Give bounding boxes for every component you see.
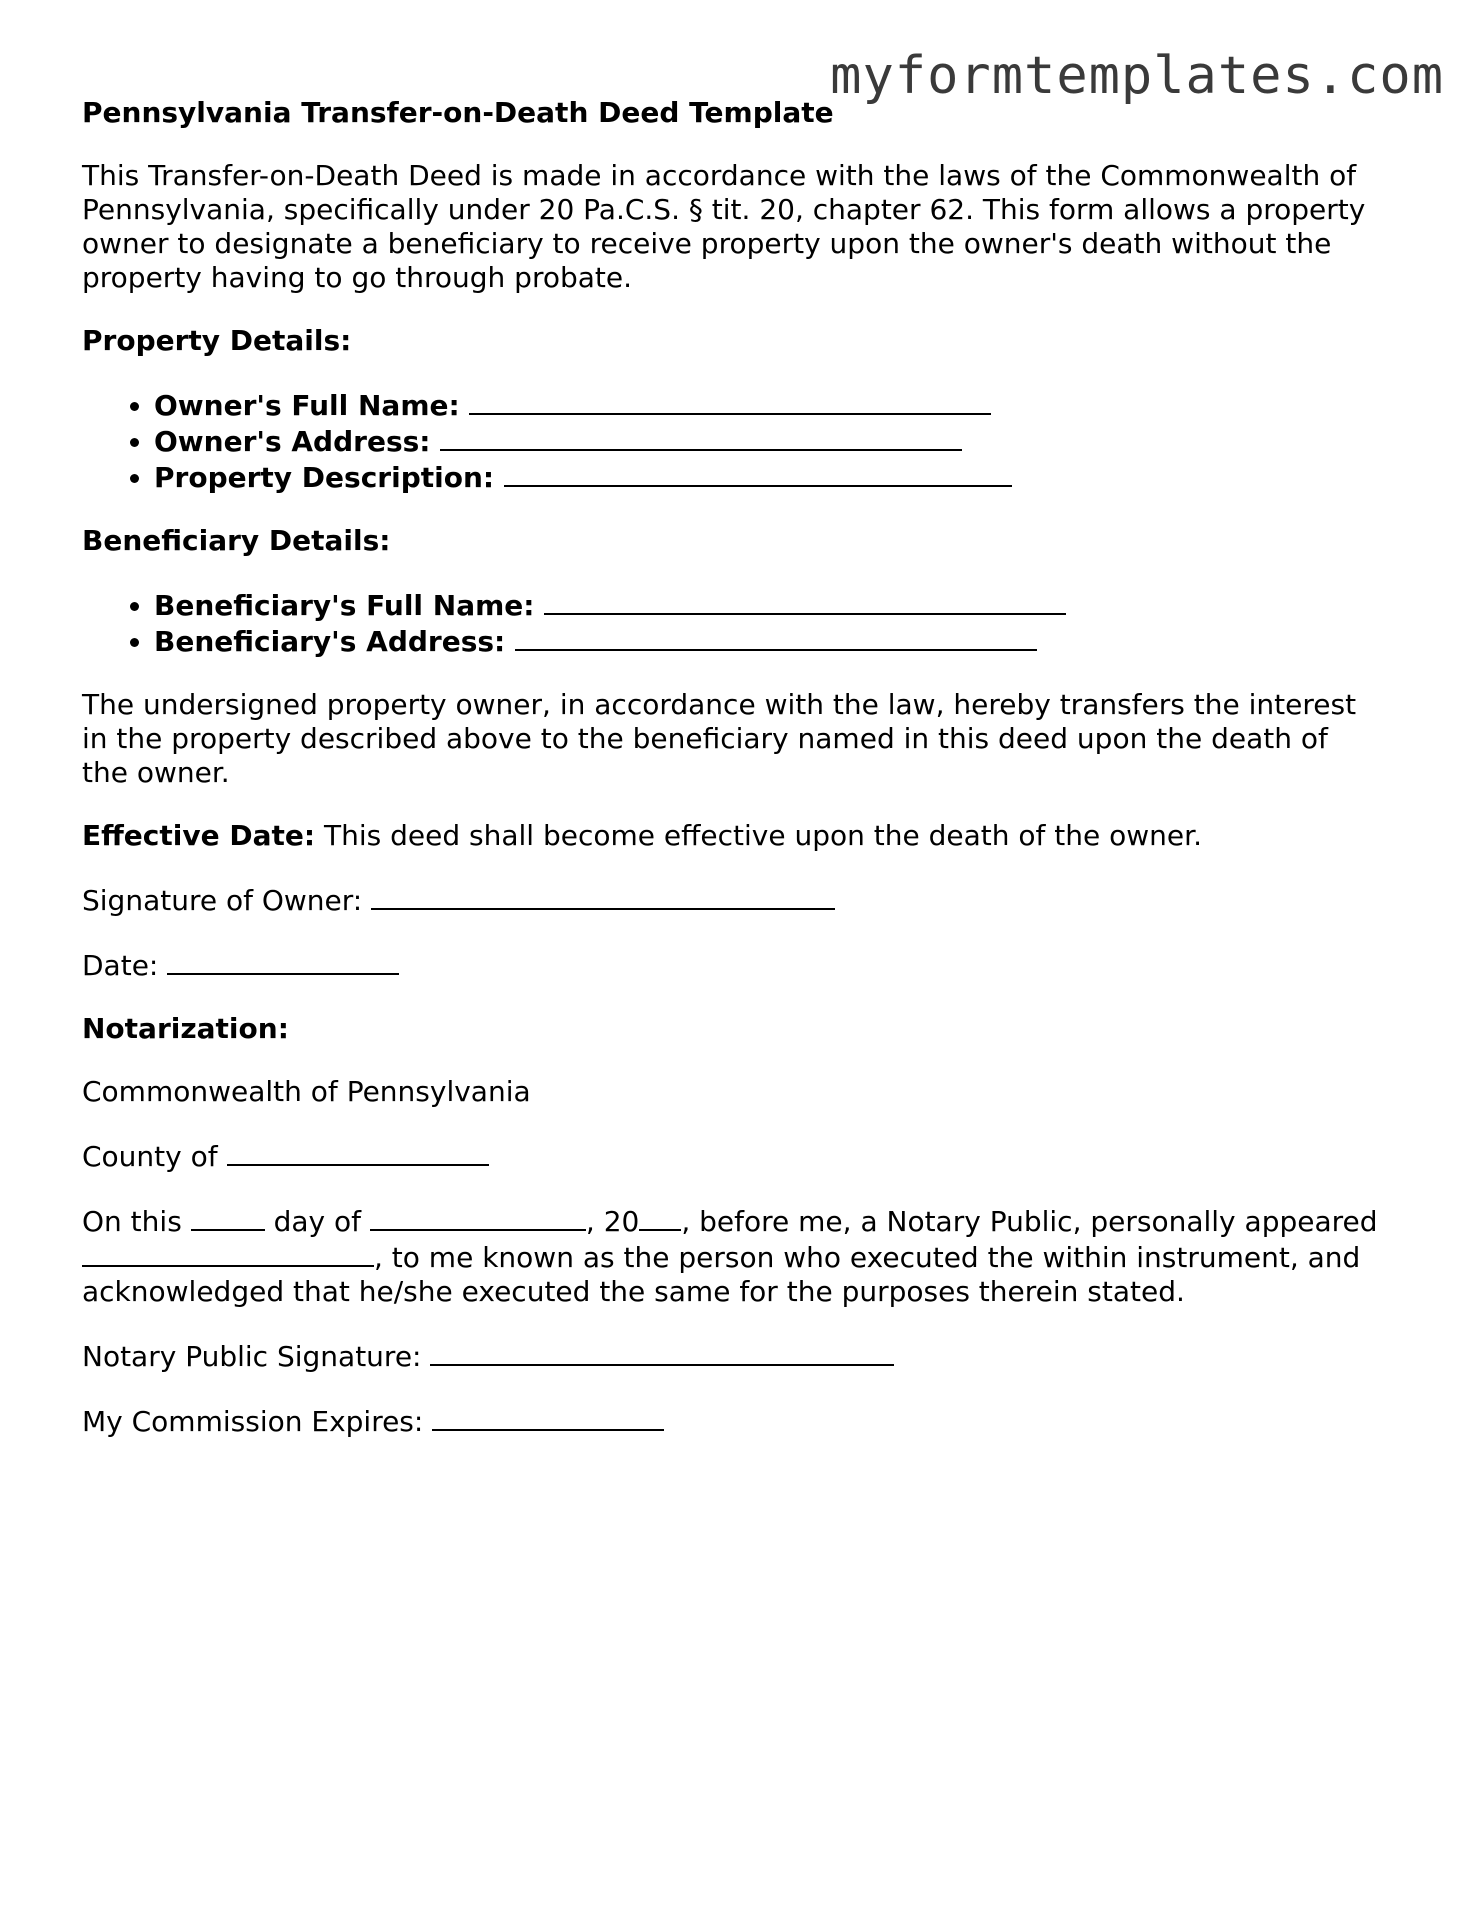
beneficiary-address-field[interactable] <box>515 623 1037 651</box>
effective-date-paragraph <box>82 819 1382 853</box>
watermark: myformtemplates.com <box>830 46 1444 106</box>
acknowledgment-paragraph: On this day of , 20 , before me, a Notary Public, personally appeared , to me known as the person who executed the within instrument, and acknowledged that he/she executed the same for the purposes therein stated. <box>82 1205 1378 1308</box>
appeared-name-field[interactable] <box>82 1239 374 1267</box>
county-line: County of <box>82 1138 1382 1174</box>
list-item-beneficiary-address: • Beneficiary's Address: <box>154 623 1382 659</box>
property-details-heading: Property Details: <box>82 324 352 357</box>
county-field[interactable] <box>227 1138 489 1166</box>
notary-signature-line: Notary Public Signature: <box>82 1338 1382 1374</box>
day-field[interactable] <box>191 1203 265 1231</box>
notary-signature-field[interactable] <box>430 1338 894 1366</box>
commission-expires-field[interactable] <box>432 1403 664 1431</box>
beneficiary-details-list <box>82 587 1382 659</box>
notarization-heading: Notarization: <box>82 1012 289 1045</box>
beneficiary-details-heading: Beneficiary Details: <box>82 524 391 557</box>
list-item-beneficiary-name: • Beneficiary's Full Name: <box>154 587 1382 623</box>
commission-expires-line: My Commission Expires: <box>82 1403 1382 1439</box>
effective-date-text: This deed shall become effective upon the death of the owner. <box>315 819 1202 852</box>
owner-signature-line: Signature of Owner: <box>82 882 1382 918</box>
property-details-list <box>82 387 1382 495</box>
year-field[interactable] <box>639 1203 681 1231</box>
property-description-field[interactable] <box>504 459 1012 487</box>
owner-name-field[interactable] <box>469 387 991 415</box>
list-item-owner-name: • Owner's Full Name: <box>154 387 1382 423</box>
effective-date-label: Effective Date: <box>82 819 316 852</box>
list-item-owner-address: • Owner's Address: <box>154 423 1382 459</box>
date-field[interactable] <box>167 947 399 975</box>
transfer-paragraph: The undersigned property owner, in accordance with the law, hereby transfers the interest in the property described above to the beneficiary named in this deed upon the death of the owner. <box>82 688 1357 789</box>
document-title: Pennsylvania Transfer-on-Death Deed Template <box>82 96 834 129</box>
document-body <box>82 96 1382 1468</box>
owner-address-field[interactable] <box>440 423 962 451</box>
commonwealth-line: Commonwealth of Pennsylvania <box>82 1075 531 1108</box>
month-field[interactable] <box>370 1203 586 1231</box>
date-line: Date: <box>82 947 1382 983</box>
owner-signature-field[interactable] <box>371 882 835 910</box>
list-item-property-description: • Property Description: <box>154 459 1382 495</box>
beneficiary-name-field[interactable] <box>544 587 1066 615</box>
intro-paragraph: This Transfer-on-Death Deed is made in accordance with the laws of the Commonwealth of Pennsylvania, specifically under 20 Pa.C.S. § tit. 20, chapter 62. This form allows a property owner to designate a beneficiary to receive property upon the owner's death without the property having to go through probate. <box>82 159 1366 294</box>
